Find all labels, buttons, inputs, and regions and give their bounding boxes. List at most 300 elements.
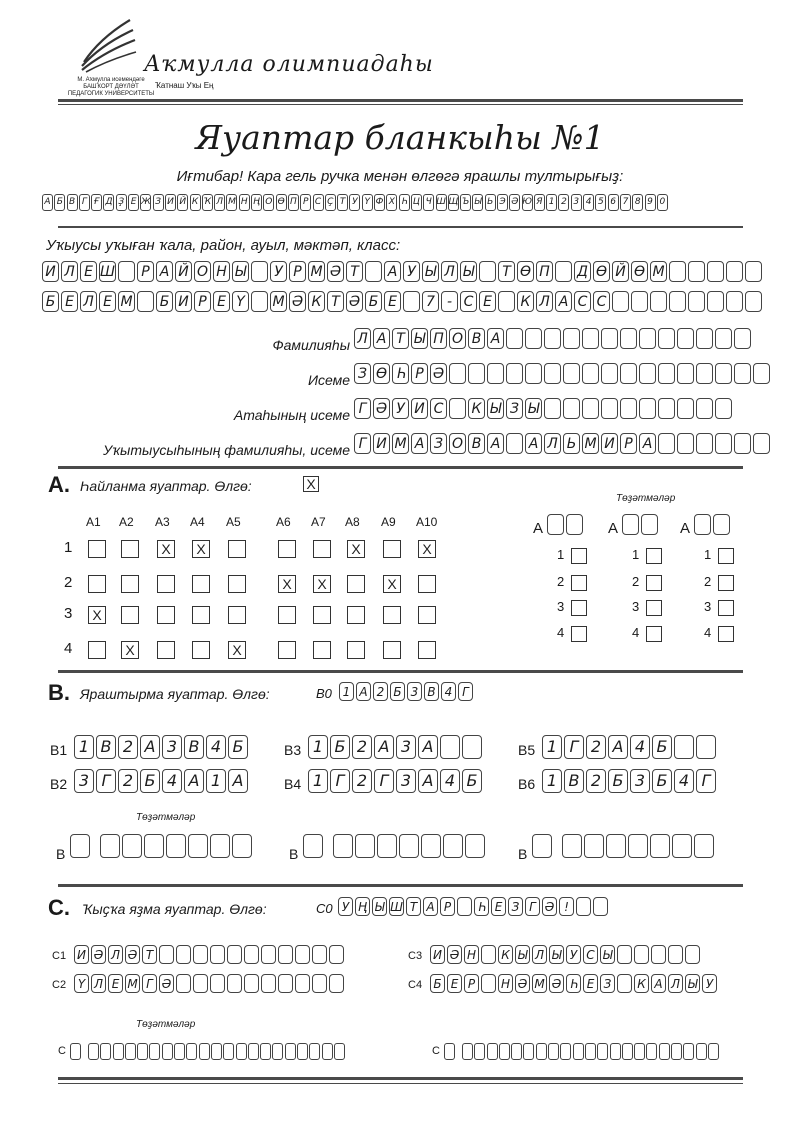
answer-checkbox[interactable] bbox=[383, 540, 401, 558]
entry-cell[interactable]: Л bbox=[536, 291, 553, 312]
entry-cell[interactable]: 3 bbox=[396, 769, 416, 793]
entry-cell[interactable] bbox=[122, 834, 142, 858]
entry-cell[interactable] bbox=[708, 1043, 719, 1060]
entry-cell[interactable] bbox=[745, 291, 762, 312]
entry-cell[interactable] bbox=[70, 1043, 81, 1060]
entry-cell[interactable]: Т bbox=[142, 945, 157, 964]
entry-cell[interactable] bbox=[487, 1043, 498, 1060]
entry-cell[interactable] bbox=[312, 945, 327, 964]
entry-cell[interactable]: А bbox=[156, 261, 173, 282]
entry-cell[interactable]: У bbox=[566, 945, 581, 964]
corrections-checkbox[interactable] bbox=[718, 600, 734, 616]
entry-cell[interactable] bbox=[634, 1043, 645, 1060]
entry-cell[interactable]: В bbox=[468, 433, 485, 454]
answer-checkbox[interactable] bbox=[383, 606, 401, 624]
entry-cell[interactable]: 3 bbox=[162, 735, 182, 759]
entry-cell[interactable] bbox=[677, 363, 694, 384]
answer-checkbox[interactable] bbox=[157, 606, 175, 624]
entry-cell[interactable]: Л bbox=[354, 328, 371, 349]
entry-cell[interactable]: Ы bbox=[549, 945, 564, 964]
entry-cell[interactable]: 4 bbox=[630, 735, 650, 759]
entry-cell[interactable]: Л bbox=[441, 261, 458, 282]
answer-checkbox[interactable] bbox=[121, 540, 139, 558]
entry-cell[interactable]: Л bbox=[544, 433, 561, 454]
entry-cell[interactable] bbox=[753, 363, 770, 384]
entry-cell[interactable]: 3 bbox=[630, 769, 650, 793]
entry-cell[interactable]: Ы bbox=[600, 945, 615, 964]
entry-cell[interactable] bbox=[506, 328, 523, 349]
entry-cell[interactable]: К bbox=[308, 291, 325, 312]
corrections-checkbox[interactable] bbox=[646, 626, 662, 642]
entry-cell[interactable] bbox=[260, 1043, 271, 1060]
entry-cell[interactable]: Р bbox=[194, 291, 211, 312]
entry-cell[interactable]: И bbox=[430, 945, 445, 964]
entry-cell[interactable]: М bbox=[532, 974, 547, 993]
entry-cell[interactable] bbox=[100, 834, 120, 858]
answer-checkbox[interactable] bbox=[88, 540, 106, 558]
entry-cell[interactable] bbox=[639, 398, 656, 419]
corrections-question-cell[interactable] bbox=[444, 1043, 456, 1060]
entry-cell[interactable] bbox=[210, 945, 225, 964]
entry-cell[interactable]: Н bbox=[464, 945, 479, 964]
entry-cell[interactable]: Ы bbox=[515, 945, 530, 964]
entry-cell[interactable]: Н bbox=[213, 261, 230, 282]
location-line-1[interactable] bbox=[42, 261, 764, 282]
entry-cell[interactable]: Б bbox=[330, 735, 350, 759]
entry-cell[interactable] bbox=[295, 974, 310, 993]
entry-cell[interactable] bbox=[560, 1043, 571, 1060]
entry-cell[interactable] bbox=[525, 363, 542, 384]
entry-cell[interactable]: М bbox=[270, 291, 287, 312]
entry-cell[interactable] bbox=[620, 363, 637, 384]
entry-cell[interactable] bbox=[597, 1043, 608, 1060]
entry-cell[interactable] bbox=[555, 261, 572, 282]
entry-cell[interactable]: Ь bbox=[563, 433, 580, 454]
entry-cell[interactable] bbox=[650, 834, 670, 858]
entry-cell[interactable]: В bbox=[564, 769, 584, 793]
entry-cell[interactable] bbox=[278, 974, 293, 993]
entry-cell[interactable]: Ә bbox=[447, 945, 462, 964]
answer-checkbox[interactable] bbox=[228, 540, 246, 558]
entry-cell[interactable] bbox=[696, 433, 713, 454]
entry-cell[interactable] bbox=[322, 1043, 333, 1060]
entry-cell[interactable]: Г bbox=[354, 398, 371, 419]
entry-cell[interactable]: Г bbox=[374, 769, 394, 793]
entry-cell[interactable] bbox=[620, 398, 637, 419]
entry-cell[interactable] bbox=[523, 1043, 534, 1060]
answer-checkbox[interactable] bbox=[157, 575, 175, 593]
entry-cell[interactable] bbox=[639, 363, 656, 384]
corrections-answer-cells[interactable] bbox=[333, 834, 487, 858]
answer-checkbox[interactable] bbox=[88, 575, 106, 593]
entry-cell[interactable] bbox=[309, 1043, 320, 1060]
entry-cell[interactable] bbox=[601, 398, 618, 419]
corrections-answer-cells[interactable] bbox=[562, 834, 716, 858]
entry-cell[interactable] bbox=[563, 398, 580, 419]
answer-checkbox[interactable] bbox=[157, 641, 175, 659]
entry-cell[interactable] bbox=[329, 974, 344, 993]
entry-cell[interactable] bbox=[641, 514, 658, 535]
entry-cell[interactable] bbox=[481, 974, 496, 993]
entry-cell[interactable] bbox=[465, 834, 485, 858]
entry-cell[interactable]: Р bbox=[464, 974, 479, 993]
entry-cell[interactable] bbox=[532, 834, 552, 858]
corrections-question-cell[interactable] bbox=[70, 1043, 82, 1060]
entry-cell[interactable] bbox=[487, 363, 504, 384]
entry-cell[interactable] bbox=[672, 834, 692, 858]
entry-cell[interactable]: В bbox=[468, 328, 485, 349]
name-field[interactable] bbox=[354, 363, 772, 384]
entry-cell[interactable] bbox=[149, 1043, 160, 1060]
entry-cell[interactable] bbox=[726, 261, 743, 282]
entry-cell[interactable] bbox=[137, 1043, 148, 1060]
entry-cell[interactable] bbox=[562, 834, 582, 858]
entry-cell[interactable] bbox=[694, 514, 711, 535]
entry-cell[interactable]: Г bbox=[564, 735, 584, 759]
entry-cell[interactable] bbox=[377, 834, 397, 858]
answer-cells[interactable] bbox=[308, 735, 484, 759]
patronymic-field[interactable] bbox=[354, 398, 734, 419]
entry-cell[interactable] bbox=[166, 834, 186, 858]
entry-cell[interactable]: 2 bbox=[352, 735, 372, 759]
entry-cell[interactable] bbox=[745, 261, 762, 282]
entry-cell[interactable]: Ә bbox=[515, 974, 530, 993]
entry-cell[interactable] bbox=[658, 398, 675, 419]
corrections-question-cells[interactable] bbox=[547, 514, 585, 535]
corrections-checkbox[interactable] bbox=[718, 548, 734, 564]
entry-cell[interactable] bbox=[210, 834, 230, 858]
entry-cell[interactable]: С bbox=[574, 291, 591, 312]
answer-checkbox[interactable]: X bbox=[157, 540, 175, 558]
entry-cell[interactable]: Ә bbox=[125, 945, 140, 964]
answer-checkbox[interactable] bbox=[192, 641, 210, 659]
entry-cell[interactable]: М bbox=[118, 291, 135, 312]
entry-cell[interactable] bbox=[399, 834, 419, 858]
corrections-question-cell[interactable] bbox=[303, 834, 325, 858]
entry-cell[interactable] bbox=[403, 291, 420, 312]
answer-checkbox[interactable] bbox=[278, 606, 296, 624]
entry-cell[interactable]: А bbox=[384, 261, 401, 282]
answer-checkbox[interactable] bbox=[278, 540, 296, 558]
entry-cell[interactable] bbox=[563, 363, 580, 384]
answer-checkbox[interactable] bbox=[347, 641, 365, 659]
entry-cell[interactable]: Ы bbox=[487, 398, 504, 419]
entry-cell[interactable]: Р bbox=[137, 261, 154, 282]
entry-cell[interactable] bbox=[734, 328, 751, 349]
entry-cell[interactable] bbox=[365, 261, 382, 282]
entry-cell[interactable] bbox=[620, 328, 637, 349]
entry-cell[interactable] bbox=[479, 261, 496, 282]
entry-cell[interactable]: Р bbox=[620, 433, 637, 454]
answer-checkbox[interactable]: X bbox=[278, 575, 296, 593]
entry-cell[interactable]: З bbox=[354, 363, 371, 384]
entry-cell[interactable]: З bbox=[600, 974, 615, 993]
entry-cell[interactable] bbox=[696, 735, 716, 759]
entry-cell[interactable] bbox=[548, 1043, 559, 1060]
entry-cell[interactable] bbox=[734, 433, 751, 454]
entry-cell[interactable] bbox=[355, 834, 375, 858]
entry-cell[interactable]: И bbox=[601, 433, 618, 454]
entry-cell[interactable]: У bbox=[702, 974, 717, 993]
entry-cell[interactable] bbox=[639, 328, 656, 349]
entry-cell[interactable] bbox=[481, 945, 496, 964]
entry-cell[interactable]: Е bbox=[384, 291, 401, 312]
entry-cell[interactable]: Е bbox=[108, 974, 123, 993]
entry-cell[interactable] bbox=[563, 328, 580, 349]
entry-cell[interactable] bbox=[227, 974, 242, 993]
answer-checkbox[interactable] bbox=[313, 606, 331, 624]
entry-cell[interactable]: Ә bbox=[430, 363, 447, 384]
entry-cell[interactable]: Р bbox=[411, 363, 428, 384]
entry-cell[interactable]: Е bbox=[479, 291, 496, 312]
entry-cell[interactable]: 2 bbox=[352, 769, 372, 793]
entry-cell[interactable]: Б bbox=[228, 735, 248, 759]
entry-cell[interactable]: Ш bbox=[99, 261, 116, 282]
entry-cell[interactable]: 3 bbox=[396, 735, 416, 759]
entry-cell[interactable]: И bbox=[411, 398, 428, 419]
entry-cell[interactable] bbox=[707, 261, 724, 282]
entry-cell[interactable]: Т bbox=[392, 328, 409, 349]
entry-cell[interactable]: З bbox=[506, 398, 523, 419]
surname-field[interactable] bbox=[354, 328, 753, 349]
answer-checkbox[interactable]: X bbox=[88, 606, 106, 624]
answer-cells[interactable] bbox=[542, 735, 718, 759]
entry-cell[interactable] bbox=[612, 291, 629, 312]
answer-checkbox[interactable] bbox=[278, 641, 296, 659]
corrections-answer-cells[interactable] bbox=[100, 834, 254, 858]
answer-checkbox[interactable] bbox=[192, 606, 210, 624]
entry-cell[interactable] bbox=[544, 398, 561, 419]
entry-cell[interactable] bbox=[753, 433, 770, 454]
entry-cell[interactable] bbox=[444, 1043, 455, 1060]
entry-cell[interactable] bbox=[511, 1043, 522, 1060]
entry-cell[interactable]: Ә bbox=[327, 261, 344, 282]
answer-checkbox[interactable] bbox=[418, 606, 436, 624]
entry-cell[interactable]: Ы bbox=[685, 974, 700, 993]
entry-cell[interactable] bbox=[734, 363, 751, 384]
entry-cell[interactable] bbox=[329, 945, 344, 964]
entry-cell[interactable] bbox=[631, 291, 648, 312]
entry-cell[interactable] bbox=[88, 1043, 99, 1060]
entry-cell[interactable]: У bbox=[392, 398, 409, 419]
entry-cell[interactable] bbox=[651, 945, 666, 964]
entry-cell[interactable]: Е bbox=[80, 261, 97, 282]
entry-cell[interactable] bbox=[669, 261, 686, 282]
entry-cell[interactable]: Г bbox=[142, 974, 157, 993]
entry-cell[interactable]: А bbox=[418, 769, 438, 793]
entry-cell[interactable] bbox=[261, 945, 276, 964]
entry-cell[interactable] bbox=[628, 834, 648, 858]
entry-cell[interactable] bbox=[726, 291, 743, 312]
entry-cell[interactable] bbox=[244, 945, 259, 964]
entry-cell[interactable] bbox=[688, 291, 705, 312]
entry-cell[interactable]: А bbox=[411, 433, 428, 454]
entry-cell[interactable]: Т bbox=[498, 261, 515, 282]
entry-cell[interactable]: Й bbox=[612, 261, 629, 282]
entry-cell[interactable]: Ә bbox=[549, 974, 564, 993]
entry-cell[interactable] bbox=[658, 328, 675, 349]
entry-cell[interactable]: Б bbox=[462, 769, 482, 793]
corrections-checkbox[interactable] bbox=[571, 548, 587, 564]
entry-cell[interactable] bbox=[498, 291, 515, 312]
answer-checkbox[interactable]: X bbox=[383, 575, 401, 593]
entry-cell[interactable]: Л bbox=[80, 291, 97, 312]
entry-cell[interactable] bbox=[646, 1043, 657, 1060]
corrections-question-cell[interactable] bbox=[70, 834, 92, 858]
corrections-question-cells[interactable] bbox=[622, 514, 660, 535]
entry-cell[interactable] bbox=[100, 1043, 111, 1060]
entry-cell[interactable] bbox=[70, 834, 90, 858]
entry-cell[interactable] bbox=[585, 1043, 596, 1060]
entry-cell[interactable]: Ы bbox=[460, 261, 477, 282]
location-line-2[interactable] bbox=[42, 291, 764, 312]
entry-cell[interactable]: Ы bbox=[411, 328, 428, 349]
entry-cell[interactable]: 1 bbox=[542, 769, 562, 793]
answer-cells[interactable] bbox=[74, 735, 250, 759]
entry-cell[interactable] bbox=[715, 363, 732, 384]
entry-cell[interactable] bbox=[474, 1043, 485, 1060]
entry-cell[interactable]: 1 bbox=[206, 769, 226, 793]
entry-cell[interactable]: Ө bbox=[517, 261, 534, 282]
entry-cell[interactable] bbox=[211, 1043, 222, 1060]
entry-cell[interactable] bbox=[696, 1043, 707, 1060]
entry-cell[interactable] bbox=[188, 834, 208, 858]
entry-cell[interactable] bbox=[634, 945, 649, 964]
entry-cell[interactable]: М bbox=[650, 261, 667, 282]
entry-cell[interactable] bbox=[658, 363, 675, 384]
entry-cell[interactable]: И bbox=[175, 291, 192, 312]
entry-cell[interactable]: Б bbox=[652, 769, 672, 793]
entry-cell[interactable]: 3 bbox=[74, 769, 94, 793]
entry-cell[interactable]: Һ bbox=[566, 974, 581, 993]
corrections-checkbox[interactable] bbox=[718, 626, 734, 642]
corrections-checkbox[interactable] bbox=[571, 600, 587, 616]
entry-cell[interactable] bbox=[669, 291, 686, 312]
entry-cell[interactable]: 1 bbox=[74, 735, 94, 759]
entry-cell[interactable] bbox=[193, 974, 208, 993]
answer-checkbox[interactable] bbox=[347, 575, 365, 593]
entry-cell[interactable]: Ә bbox=[373, 398, 390, 419]
entry-cell[interactable] bbox=[227, 945, 242, 964]
entry-cell[interactable] bbox=[566, 514, 583, 535]
entry-cell[interactable]: Д bbox=[574, 261, 591, 282]
entry-cell[interactable] bbox=[462, 1043, 473, 1060]
answer-cells[interactable] bbox=[74, 974, 346, 993]
entry-cell[interactable]: М bbox=[308, 261, 325, 282]
entry-cell[interactable]: Б bbox=[140, 769, 160, 793]
entry-cell[interactable] bbox=[137, 291, 154, 312]
entry-cell[interactable]: Р bbox=[289, 261, 306, 282]
entry-cell[interactable] bbox=[236, 1043, 247, 1060]
entry-cell[interactable] bbox=[617, 945, 632, 964]
entry-cell[interactable]: Ө bbox=[631, 261, 648, 282]
entry-cell[interactable] bbox=[285, 1043, 296, 1060]
entry-cell[interactable]: Ө bbox=[373, 363, 390, 384]
entry-cell[interactable] bbox=[118, 261, 135, 282]
entry-cell[interactable] bbox=[694, 834, 714, 858]
entry-cell[interactable]: 4 bbox=[440, 769, 460, 793]
entry-cell[interactable] bbox=[525, 328, 542, 349]
entry-cell[interactable]: - bbox=[441, 291, 458, 312]
entry-cell[interactable] bbox=[544, 328, 561, 349]
answer-checkbox[interactable]: X bbox=[418, 540, 436, 558]
entry-cell[interactable] bbox=[468, 363, 485, 384]
teacher-field[interactable] bbox=[354, 433, 772, 454]
entry-cell[interactable]: 1 bbox=[308, 769, 328, 793]
corrections-checkbox[interactable] bbox=[646, 600, 662, 616]
entry-cell[interactable]: 7 bbox=[422, 291, 439, 312]
entry-cell[interactable]: П bbox=[430, 328, 447, 349]
entry-cell[interactable] bbox=[696, 363, 713, 384]
entry-cell[interactable]: О bbox=[449, 433, 466, 454]
entry-cell[interactable] bbox=[610, 1043, 621, 1060]
answer-checkbox[interactable] bbox=[88, 641, 106, 659]
entry-cell[interactable] bbox=[506, 363, 523, 384]
entry-cell[interactable] bbox=[449, 398, 466, 419]
entry-cell[interactable] bbox=[715, 398, 732, 419]
corrections-question-cells[interactable] bbox=[694, 514, 732, 535]
answer-cells[interactable] bbox=[542, 769, 718, 793]
entry-cell[interactable] bbox=[668, 945, 683, 964]
entry-cell[interactable] bbox=[671, 1043, 682, 1060]
entry-cell[interactable] bbox=[677, 398, 694, 419]
entry-cell[interactable] bbox=[658, 433, 675, 454]
entry-cell[interactable]: Б bbox=[652, 735, 672, 759]
entry-cell[interactable] bbox=[261, 974, 276, 993]
entry-cell[interactable]: Л bbox=[532, 945, 547, 964]
entry-cell[interactable]: А bbox=[487, 433, 504, 454]
entry-cell[interactable]: Б bbox=[608, 769, 628, 793]
entry-cell[interactable] bbox=[674, 735, 694, 759]
entry-cell[interactable] bbox=[176, 945, 191, 964]
entry-cell[interactable] bbox=[176, 974, 191, 993]
entry-cell[interactable] bbox=[601, 363, 618, 384]
entry-cell[interactable] bbox=[251, 291, 268, 312]
entry-cell[interactable] bbox=[683, 1043, 694, 1060]
entry-cell[interactable]: А bbox=[228, 769, 248, 793]
entry-cell[interactable] bbox=[223, 1043, 234, 1060]
entry-cell[interactable] bbox=[715, 433, 732, 454]
answer-cells[interactable] bbox=[74, 769, 250, 793]
entry-cell[interactable]: О bbox=[449, 328, 466, 349]
entry-cell[interactable]: А bbox=[525, 433, 542, 454]
entry-cell[interactable]: Ә bbox=[91, 945, 106, 964]
entry-cell[interactable] bbox=[303, 834, 323, 858]
entry-cell[interactable]: Ә bbox=[346, 291, 363, 312]
entry-cell[interactable] bbox=[601, 328, 618, 349]
entry-cell[interactable]: У bbox=[403, 261, 420, 282]
entry-cell[interactable] bbox=[573, 1043, 584, 1060]
entry-cell[interactable]: Ә bbox=[289, 291, 306, 312]
entry-cell[interactable] bbox=[606, 834, 626, 858]
entry-cell[interactable]: 1 bbox=[308, 735, 328, 759]
entry-cell[interactable] bbox=[295, 945, 310, 964]
entry-cell[interactable] bbox=[421, 834, 441, 858]
entry-cell[interactable] bbox=[174, 1043, 185, 1060]
entry-cell[interactable]: Т bbox=[346, 261, 363, 282]
entry-cell[interactable] bbox=[334, 1043, 345, 1060]
entry-cell[interactable]: М bbox=[582, 433, 599, 454]
entry-cell[interactable]: Л bbox=[108, 945, 123, 964]
entry-cell[interactable]: И bbox=[42, 261, 59, 282]
entry-cell[interactable]: 2 bbox=[118, 735, 138, 759]
answer-checkbox[interactable]: X bbox=[347, 540, 365, 558]
entry-cell[interactable] bbox=[312, 974, 327, 993]
entry-cell[interactable] bbox=[584, 834, 604, 858]
corrections-checkbox[interactable] bbox=[718, 575, 734, 591]
entry-cell[interactable] bbox=[278, 945, 293, 964]
entry-cell[interactable]: 4 bbox=[674, 769, 694, 793]
